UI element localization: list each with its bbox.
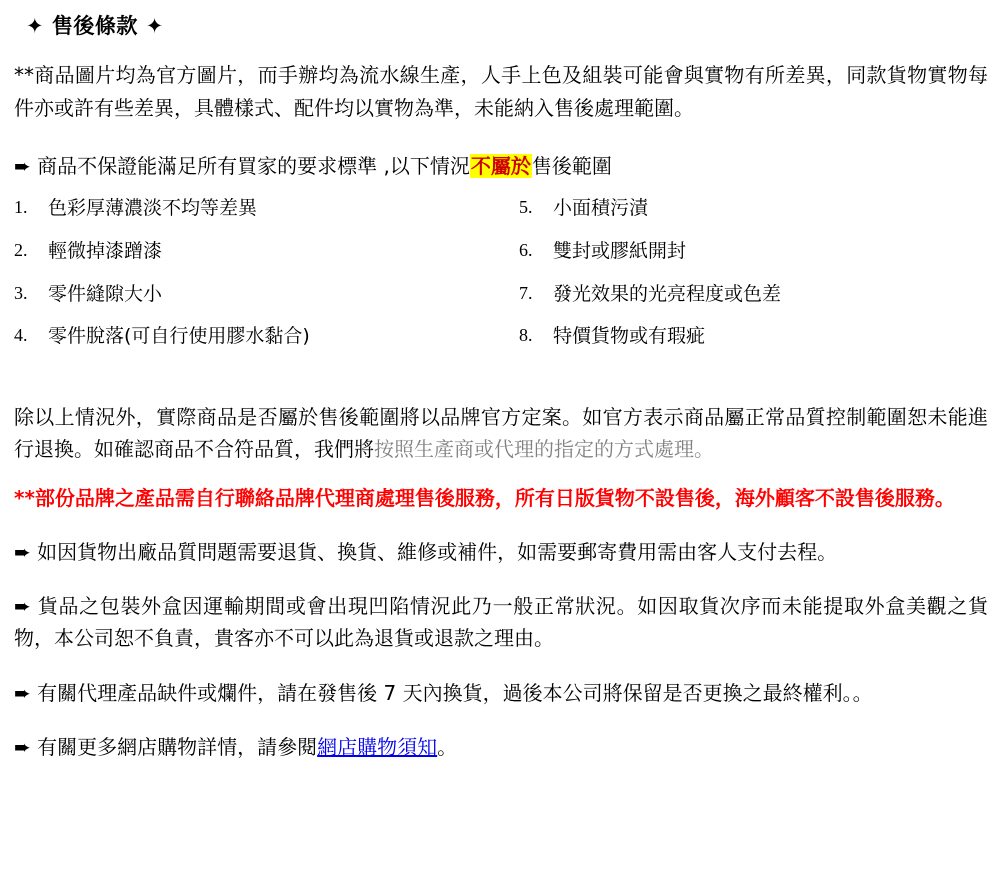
policy-paragraph-gray: 按照生產商或代理的指定的方式處理。 xyxy=(374,437,714,462)
bullet-text-3: 有關代理產品缺件或爛件，請在發售後 7 天內換貨，過後本公司將保留是否更換之最終權利。。 xyxy=(37,680,873,705)
list-item-label: 特價貨物或有瑕疵 xyxy=(553,325,706,348)
policy-paragraph xyxy=(14,401,988,466)
bullet-paragraph-1 xyxy=(14,536,988,568)
scope-heading-before: 商品不保證能滿足所有買家的要求標準 ,以下情況 xyxy=(37,154,470,179)
list-item-number: 4. xyxy=(14,325,28,346)
list-item-number: 7. xyxy=(519,282,533,303)
scope-heading-after: 售後範圍 xyxy=(531,154,612,179)
list-item-number: 1. xyxy=(14,197,28,218)
red-notice-paragraph: **部份品牌之產品需自行聯絡品牌代理商處理售後服務，所有日版貨物不設售後，海外顧客不設售後服務。 xyxy=(14,485,955,510)
list-item-label: 色彩厚薄濃淡不均等差異 xyxy=(48,197,258,220)
bullet-text-1: 如因貨物出廠品質問題需要退貨、換貨、維修或補件，如需要郵寄費用需由客人支付去程。 xyxy=(37,539,838,564)
shopping-guide-after: 。 xyxy=(437,735,458,760)
list-item xyxy=(14,239,501,264)
list-item xyxy=(519,196,988,221)
bullet-paragraph-2 xyxy=(14,590,988,655)
list-item xyxy=(14,282,501,307)
arrow-icon: ➨ xyxy=(14,154,31,179)
list-item xyxy=(519,324,988,349)
page-title-text: 售後條款 xyxy=(51,14,138,38)
list-item-number: 8. xyxy=(519,325,533,346)
list-item xyxy=(14,196,501,221)
list-item-number: 2. xyxy=(14,239,28,260)
page-title xyxy=(26,12,988,41)
list-item-number: 6. xyxy=(519,239,533,260)
exclusion-list-right xyxy=(501,196,988,367)
scope-heading xyxy=(14,150,988,182)
shopping-guide-link[interactable]: 網店購物須知 xyxy=(317,735,438,760)
list-item-number: 5. xyxy=(519,197,533,218)
arrow-icon: ➨ xyxy=(14,539,31,564)
exclusion-lists xyxy=(14,196,988,367)
list-item-label: 零件縫隙大小 xyxy=(48,282,163,305)
bullet-text-2: 貨品之包裝外盒因運輸期間或會出現凹陷情況此乃一般正常狀況。如因取貨次序而未能提取外盒美觀之貨物，本公司恕不負責，貴客亦不可以此為退貨或退款之理由。 xyxy=(14,594,988,651)
list-item-label: 小面積污漬 xyxy=(553,197,649,220)
list-item-label: 發光效果的光亮程度或色差 xyxy=(553,282,782,305)
arrow-icon: ➨ xyxy=(14,680,31,705)
intro-paragraph: **商品圖片均為官方圖片，而手辦均為流水線生產，人手上色及組裝可能會與實物有所差異，同款貨物實物每件亦或許有些差異，具體樣式、配件均以實物為準，未能納入售後處理範圍。 xyxy=(14,63,988,120)
scope-highlight: 不屬於 xyxy=(470,154,531,179)
list-item xyxy=(14,324,501,349)
bullet-paragraph-3 xyxy=(14,677,988,709)
arrow-icon: ➨ xyxy=(14,735,31,760)
arrow-icon: ➨ xyxy=(14,594,31,619)
list-item-number: 3. xyxy=(14,282,28,303)
exclusion-list-left xyxy=(14,196,501,367)
shopping-guide-before: 有關更多網店購物詳情，請參閱 xyxy=(37,735,318,760)
list-item-label: 輕微掉漆蹭漆 xyxy=(48,239,163,262)
list-item xyxy=(519,282,988,307)
list-item-label: 零件脫落(可自行使用膠水黏合) xyxy=(48,325,310,348)
list-item-label: 雙封或膠紙開封 xyxy=(553,239,687,262)
list-item xyxy=(519,239,988,264)
star-left-icon: ✦ xyxy=(26,14,45,38)
policy-paragraph-main: 除以上情況外，實際商品是否屬於售後範圍將以品牌官方定案。如官方表示商品屬正常品質控制範圍恕未能進行退換。如確認商品不合符品質，我們將 xyxy=(14,404,988,462)
bullet-paragraph-4 xyxy=(14,731,988,763)
star-right-icon: ✦ xyxy=(145,14,164,38)
